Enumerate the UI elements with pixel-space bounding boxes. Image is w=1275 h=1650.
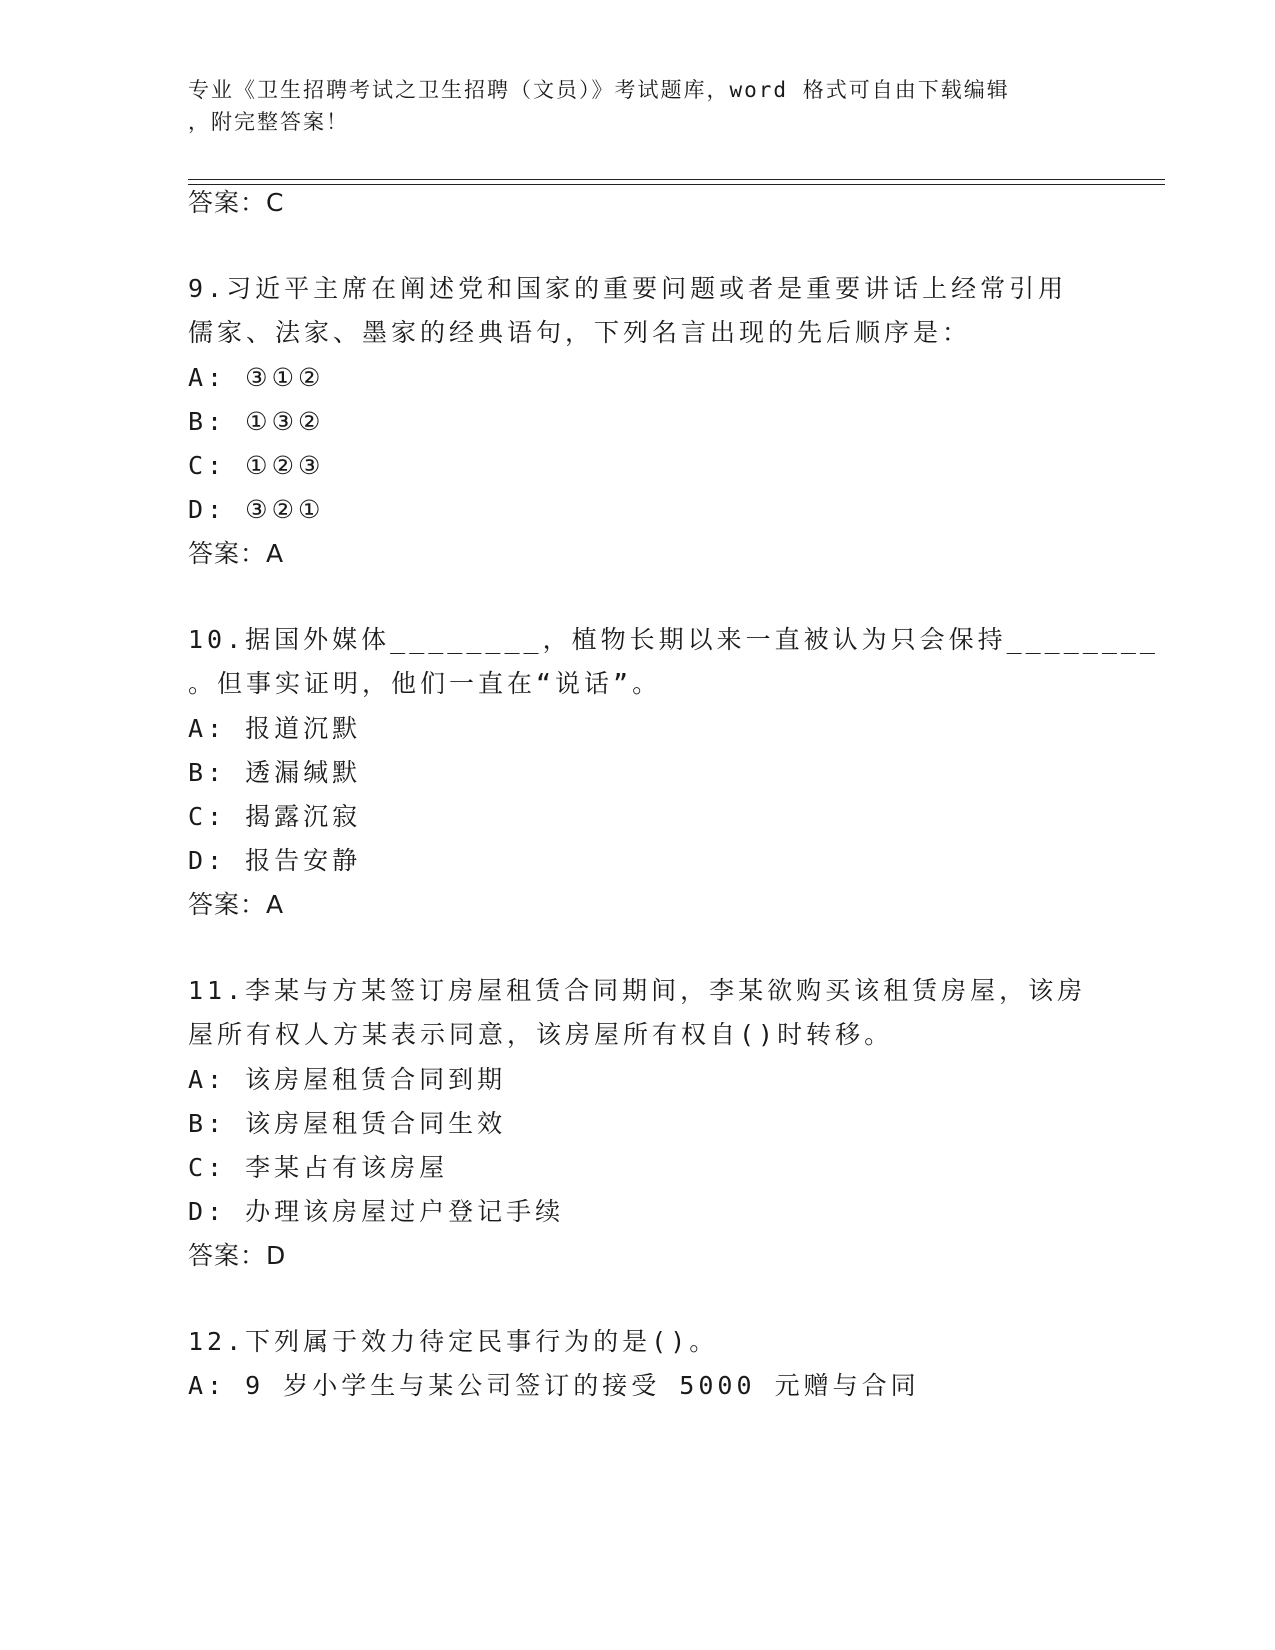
document-header — [188, 74, 1088, 138]
q11-option-a: A: 该房屋租赁合同到期 — [188, 1065, 507, 1094]
answer-previous: 答案：C — [188, 188, 285, 217]
q9-stem-line-1: 9.习近平主席在阐述党和国家的重要问题或者是重要讲话上经常引用 — [188, 274, 1068, 303]
q12-stem-line-1: 12.下列属于效力待定民事行为的是()。 — [188, 1327, 719, 1356]
q10-option-b: B: 透漏缄默 — [188, 758, 362, 787]
q9-option-c: C: ①②③ — [188, 451, 325, 480]
q11-option-c: C: 李某占有该房屋 — [188, 1153, 449, 1182]
q11-stem-line-2: 屋所有权人方某表示同意，该房屋所有权自()时转移。 — [188, 1020, 894, 1049]
q10-answer: 答案：A — [188, 890, 285, 919]
q11-option-b: B: 该房屋租赁合同生效 — [188, 1109, 507, 1138]
q9-option-a: A: ③①② — [188, 363, 325, 392]
q10-stem-line-1: 10.据国外媒体________，植物长期以来一直被认为只会保持________ — [188, 625, 1159, 654]
q10-option-c: C: 揭露沉寂 — [188, 802, 362, 831]
header-divider-bottom — [188, 184, 1165, 185]
q11-option-d: D: 办理该房屋过户登记手续 — [188, 1197, 565, 1226]
q9-option-d: D: ③②① — [188, 495, 325, 524]
q11-answer: 答案：D — [188, 1241, 287, 1270]
header-line-2: ，附完整答案！ — [188, 110, 349, 134]
q9-stem-line-2: 儒家、法家、墨家的经典语句，下列名言出现的先后顺序是： — [188, 318, 972, 347]
q11-stem-line-1: 11.李某与方某签订房屋租赁合同期间，李某欲购买该租赁房屋，该房 — [188, 976, 1087, 1005]
q12-option-a: A: 9 岁小学生与某公司签订的接受 5000 元赠与合同 — [188, 1371, 920, 1400]
header-divider-top — [188, 179, 1165, 180]
q10-option-a: A: 报道沉默 — [188, 714, 362, 743]
q10-option-d: D: 报告安静 — [188, 846, 362, 875]
q9-option-b: B: ①③② — [188, 407, 325, 436]
header-line-1: 专业《卫生招聘考试之卫生招聘（文员）》考试题库，word 格式可自由下载编辑 — [188, 78, 1010, 102]
q10-stem-line-2: 。但事实证明，他们一直在“说话”。 — [188, 669, 662, 698]
q9-answer: 答案：A — [188, 539, 285, 568]
